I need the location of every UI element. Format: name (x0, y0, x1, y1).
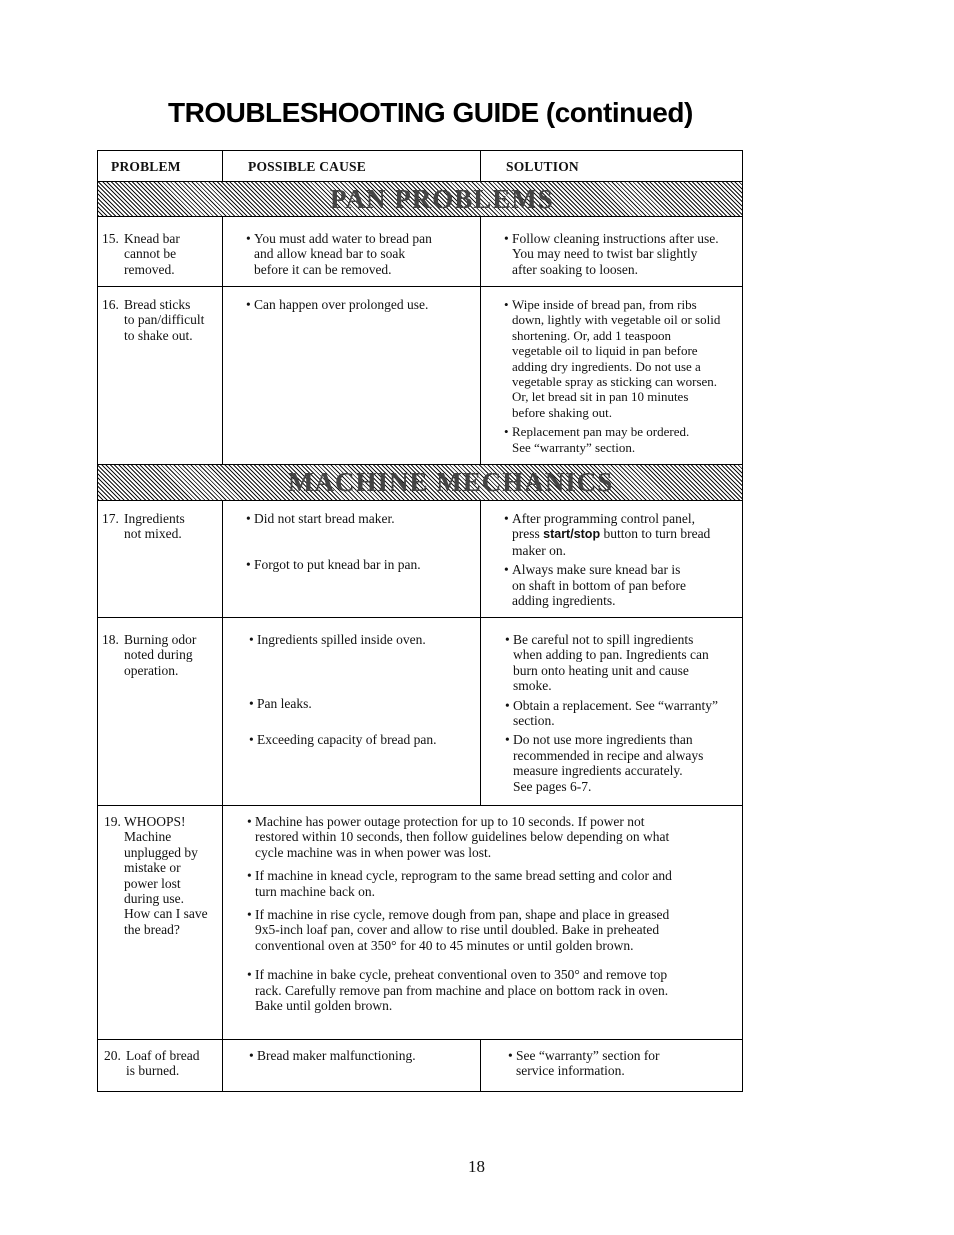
cause-line: Pan leaks. (257, 696, 312, 712)
problem-line: is burned. (126, 1063, 180, 1079)
problem-line: operation. (124, 662, 179, 678)
solution-line: You may need to twist bar slightly (512, 246, 698, 262)
solution-cell (481, 1040, 742, 1091)
solution-line: After programming control panel, (512, 511, 695, 526)
solution-line: before shaking out. (512, 404, 613, 420)
solution-line: shortening. Or, add 1 teaspoon (512, 327, 672, 343)
problem-cell (98, 287, 223, 464)
cause-cell (223, 287, 481, 464)
problem-line: Bread sticks (124, 297, 191, 312)
problem-text (102, 231, 220, 277)
solution-line: Follow cleaning instructions after use. (512, 231, 719, 246)
solution-line: Replacement pan may be ordered. (512, 424, 690, 440)
problem-line: during use. (124, 891, 184, 907)
cause-line: and allow knead bar to soak (254, 246, 406, 262)
solution-line: Machine has power outage protection for up to 10 seconds. If power not (255, 814, 645, 829)
solution-line: See “warranty” section. (512, 439, 636, 455)
table-row-18 (97, 618, 743, 805)
table-row-16 (97, 287, 743, 464)
solution-line: adding ingredients. (512, 593, 616, 609)
problem-cell (98, 1040, 223, 1091)
solution-line: Wipe inside of bread pan, from ribs (512, 297, 697, 312)
cause-text: • Can happen over prolonged use. (246, 297, 429, 312)
section-band-pan-problems (97, 182, 743, 217)
solution-line: If machine in bake cycle, preheat conventional oven to 350° and remove top (255, 967, 668, 983)
solution-line: down, lightly with vegetable oil or solid (512, 312, 721, 328)
solution-text: • Follow cleaning instructions after use. You may need to twist bar slightly after soaking to loosen. (504, 231, 719, 277)
problem-text (104, 814, 222, 937)
problem-line: power lost (124, 875, 181, 891)
problem-number: 19. (104, 814, 121, 829)
problem-cell (98, 217, 223, 286)
cause-line: Bread maker malfunctioning. (257, 1048, 416, 1063)
cause-text: • Bread maker malfunctioning. (249, 1048, 416, 1063)
solution-line: turn machine back on. (255, 883, 375, 899)
problem-line: to shake out. (124, 327, 193, 343)
header-solution: SOLUTION (506, 159, 579, 174)
solution-line: See “warranty” section for (516, 1048, 660, 1063)
solution-text: • Be careful not to spill ingredients when adding to pan. Ingredients can burn onto heating unit and cause smoke. • Obtain a replacement. See “warranty” section. • Do not use more ingredients than recommended in recipe and always measure ingredients accurately. See pages 6-7. (505, 632, 719, 794)
cause-line: Did not start bread maker. (254, 511, 395, 526)
table-row-15 (97, 217, 743, 287)
solution-line: when adding to pan. Ingredients can (513, 647, 709, 663)
cause-text: • You must add water to bread pan and allow knead bar to soak before it can be removed. (246, 231, 432, 277)
problem-line: How can I save (124, 906, 208, 922)
problem-line: Knead bar (124, 231, 180, 246)
solution-line: section. (513, 713, 555, 729)
problem-line: cannot be (124, 246, 177, 262)
solution-cell (481, 217, 742, 286)
problem-line: removed. (124, 261, 175, 277)
problem-line: not mixed. (124, 526, 182, 542)
problem-line: Ingredients (124, 511, 185, 526)
solution-line: recommended in recipe and always (513, 747, 704, 763)
problem-number: 16. (102, 297, 119, 312)
solution-cell (481, 287, 742, 464)
problem-cell (98, 501, 223, 617)
cause-cell (223, 1040, 481, 1091)
problem-text (102, 632, 220, 678)
cause-text: • Ingredients spilled inside oven. • Pan leaks. • Exceeding capacity of bread pan. (249, 632, 437, 747)
solution-line: If machine in knead cycle, reprogram to the same bread setting and color and (255, 868, 672, 884)
problem-line: to pan/difficult (124, 312, 205, 328)
cause-line: Forgot to put knead bar in pan. (254, 557, 421, 573)
problem-number: 18. (102, 632, 119, 647)
solution-line: See pages 6-7. (513, 778, 592, 794)
troubleshooting-table (97, 150, 743, 1092)
solution-line: adding dry ingredients. Do not use a (512, 358, 701, 374)
cause-cell (223, 501, 481, 617)
solution-line: press (512, 526, 544, 542)
solution-line: cycle machine was in when power was lost. (255, 844, 492, 860)
solution-line: burn onto heating unit and cause (513, 662, 689, 678)
solution-line: conventional oven at 350° for 40 to 45 minutes or until golden brown. (255, 937, 634, 953)
solution-line: vegetable spray as sticking can worsen. (512, 374, 718, 390)
table-row-19 (97, 805, 743, 1039)
section-title-machine-mechanics: MACHINE MECHANICS (284, 465, 617, 500)
cause-line: Can happen over prolonged use. (254, 297, 429, 312)
problem-line: noted during (124, 647, 193, 663)
solution-line: Bake until golden brown. (255, 998, 393, 1014)
problem-text (104, 1048, 222, 1079)
solution-text: • Wipe inside of bread pan, from ribs down, lightly with vegetable oil or solid shortening. Or, add 1 teaspoon vegetable oil to liquid in pan before adding dry ingredients. Do not use a vegetable spray as sticking can worsen. Or, let bread sit in pan 10 minutes before shaking out. • Replacement pan may be ordered. See “warranty” section. (504, 297, 721, 455)
problem-line: Machine (124, 829, 172, 845)
problem-line: unplugged by (124, 844, 198, 860)
section-title-pan-problems: PAN PROBLEMS (326, 182, 558, 216)
problem-line: WHOOPS! (124, 814, 186, 829)
solution-line: measure ingredients accurately. (513, 763, 683, 779)
solution-line: Be careful not to spill ingredients (513, 632, 694, 647)
problem-line: the bread? (124, 921, 180, 937)
solution-line: maker on. (512, 542, 566, 558)
solution-line: Do not use more ingredients than (513, 732, 693, 748)
problem-line: Loaf of bread (126, 1048, 200, 1063)
solution-line: If machine in rise cycle, remove dough from pan, shape and place in greased (255, 907, 670, 923)
cause-line: Ingredients spilled inside oven. (257, 632, 426, 647)
table-header (97, 150, 743, 182)
solution-line: vegetable oil to liquid in pan before (512, 343, 698, 359)
problem-number: 20. (104, 1048, 121, 1063)
merged-solution-cell (223, 806, 742, 1039)
table-row-20 (97, 1039, 743, 1092)
solution-text: • Machine has power outage protection for up to 10 seconds. If power not restored within 10 seconds, then follow guidelines below depending on what cycle machine was in when power was lost. • If machine in knead cycle, reprogram to the same bread setting and color and turn machine back on. • If machine in rise cycle, remove dough from pan, shape and place in greased 9x5-inch loaf pan, cover and allow to rise until doubled. Bake in preheated conventional oven at 350° for 40 to 45 minutes or until golden brown. • If machine in bake cycle, preheat conventional oven to 350° and remove top rack. Carefully remove pan from machine and place on bottom rack in oven. Bake until golden brown. (247, 814, 672, 1014)
problem-cell (98, 806, 223, 1039)
cause-cell (223, 217, 481, 286)
cause-line: Exceeding capacity of bread pan. (257, 731, 437, 747)
solution-line: Or, let bread sit in pan 10 minutes (512, 389, 689, 405)
header-cell-cause (223, 151, 481, 181)
solution-line: button to turn bread (600, 526, 711, 542)
page-title: TROUBLESHOOTING GUIDE (continued) (168, 97, 693, 128)
cause-text: • Did not start bread maker. • Forgot to put knead bar in pan. (246, 511, 421, 573)
cause-line: before it can be removed. (254, 261, 392, 277)
header-problem: PROBLEM (111, 159, 181, 174)
problem-line: mistake or (124, 860, 181, 876)
solution-cell (481, 618, 742, 805)
solution-text: • See “warranty” section for service information. (508, 1048, 660, 1079)
solution-line: smoke. (513, 678, 552, 694)
problem-number: 17. (102, 511, 119, 526)
cause-line: You must add water to bread pan (254, 231, 432, 246)
solution-text: • After programming control panel, press start/stop button to turn bread maker on. • Always make sure knead bar is on shaft in bottom of pan before adding ingredients. (504, 511, 711, 609)
solution-line: Obtain a replacement. See “warranty” (513, 697, 719, 713)
problem-number: 15. (102, 231, 119, 246)
header-cell-problem (98, 151, 223, 181)
solution-line: rack. Carefully remove pan from machine and place on bottom rack in oven. (255, 982, 669, 998)
section-band-machine-mechanics (97, 464, 743, 501)
solution-line: restored within 10 seconds, then follow guidelines below depending on what (255, 829, 670, 845)
solution-line: 9x5-inch loaf pan, cover and allow to rise until doubled. Bake in preheated (255, 922, 660, 938)
problem-cell (98, 618, 223, 805)
problem-text (102, 511, 220, 542)
start-stop-keyword: start/stop (543, 527, 601, 542)
problem-text (102, 297, 220, 343)
solution-cell (481, 501, 742, 617)
solution-line: after soaking to loosen. (512, 261, 638, 277)
page-number: 18 (468, 1157, 485, 1176)
header-cell-solution (481, 151, 742, 181)
solution-line: Always make sure knead bar is (512, 562, 681, 578)
problem-line: Burning odor (124, 632, 197, 647)
solution-line: on shaft in bottom of pan before (512, 577, 686, 593)
cause-cell (223, 618, 481, 805)
header-cause: POSSIBLE CAUSE (248, 159, 366, 174)
solution-line: service information. (516, 1063, 625, 1079)
table-row-17 (97, 501, 743, 618)
